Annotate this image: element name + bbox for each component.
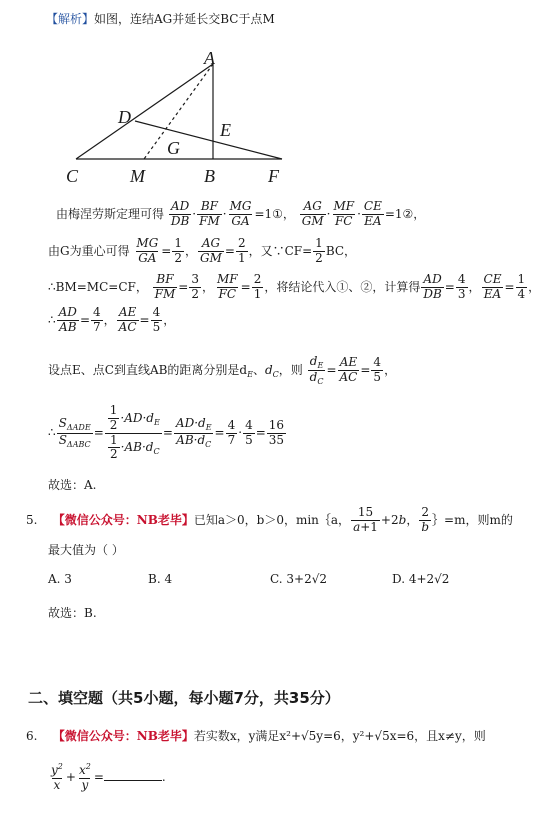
label-f: F [268,166,279,186]
answer-blank[interactable] [104,770,162,781]
centroid-line: 由G为重心可得 $\frac{MG}{GA}$ = $\frac{1}{2}$ ， $\frac{AG}{GM}$ = $\frac{2}{1}$ ，又∵CF= $\frac{1}{2}$ BC， [48,236,357,265]
q5-option-d: D. 4+2√2 [392,572,450,586]
section-title: 二、填空题（共5小题，每小题7分，共35分） [28,689,340,707]
geometry-figure [60,48,300,190]
label-m: M [130,166,145,186]
answer-a: 故选：A. [48,478,97,492]
q5-option-b: B. 4 [148,572,173,586]
label-c: C [66,166,79,186]
line-ca [76,64,213,159]
distance-line: 设点E、点C到直线AB的距离分别是$d_E$、$d_C$，则 $\frac{d_E}{d_C}$ = $\frac{AE}{AC}$ = $\frac{4}{5}$ ， [48,354,397,387]
q5-option-a: A. 3 [48,572,72,586]
answer-b: 故选：B. [48,606,97,620]
q6-line1: 6. 【微信公众号：NB老毕】若实数x，y满足x²+√5y=6，y²+√5x=6，且x≠y，则 [26,729,486,743]
q5-option-c: C. 3+2√2 [270,572,327,586]
label-g: G [167,138,180,158]
ratio-line: ∴BM=MC=CF， $\frac{BF}{FM}$ = $\frac{3}{2}$ ， $\frac{MF}{FC}$ = $\frac{2}{1}$ ，将结论代入①、②，计算得 $\frac{AD}{DB}$ = $\frac{4}{3}$ ， $\frac{CE}{EA}$ = $\frac{1}{4}$ ， [48,272,540,301]
q6-expression: $\frac{y^2}{x}$ + $\frac{x^2}{y}$ = . [51,762,166,792]
label-d: D [118,107,131,127]
line-df [135,121,282,159]
area-ratio-line: ∴ $\frac{S_{\Delta ADE}}{S_{\Delta ABC}}$ = $\frac{1}{2}$ $\cdot AD\cdot d_E$ $\frac{1}{2}$ $\cdot AB\cdot d_C$ = $\frac{AD\cdot d_E}{AB\cdot d_C}$ = $\frac{4}{7}$ · $\frac{4}{5}$ = $\frac{16}{35}$ [48,403,285,462]
analysis-intro: 如图，连结AG并延长交BC于点M [94,12,275,26]
label-e: E [220,120,231,140]
label-a: A [204,48,215,68]
result-ratio-line: ∴ $\frac{AD}{AB}$ = $\frac{4}{7}$ ， $\frac{AE}{AC}$ = $\frac{4}{5}$ ， [48,305,176,334]
label-b: B [204,166,215,186]
analysis-line [46,10,275,27]
menelaus-line: 由梅涅劳斯定理可得 $\frac{AD}{DB}$ · $\frac{BF}{FM}$ · $\frac{MG}{GA}$ =1①， $\frac{AG}{GM}$ · $\frac{MF}{FC}$ · $\frac{CE}{EA}$ =1②， [56,199,426,228]
analysis-tag: 【解析】 [46,12,95,26]
q5-line1: 5. 【微信公众号：NB老毕】已知a＞0，b＞0，min｛a， $\frac{15}{a+1}$ +2b， $\frac{2}{b}$ ｝=m，则m的 [26,505,513,534]
q5-line2: 最大值为（ ） [48,543,124,557]
